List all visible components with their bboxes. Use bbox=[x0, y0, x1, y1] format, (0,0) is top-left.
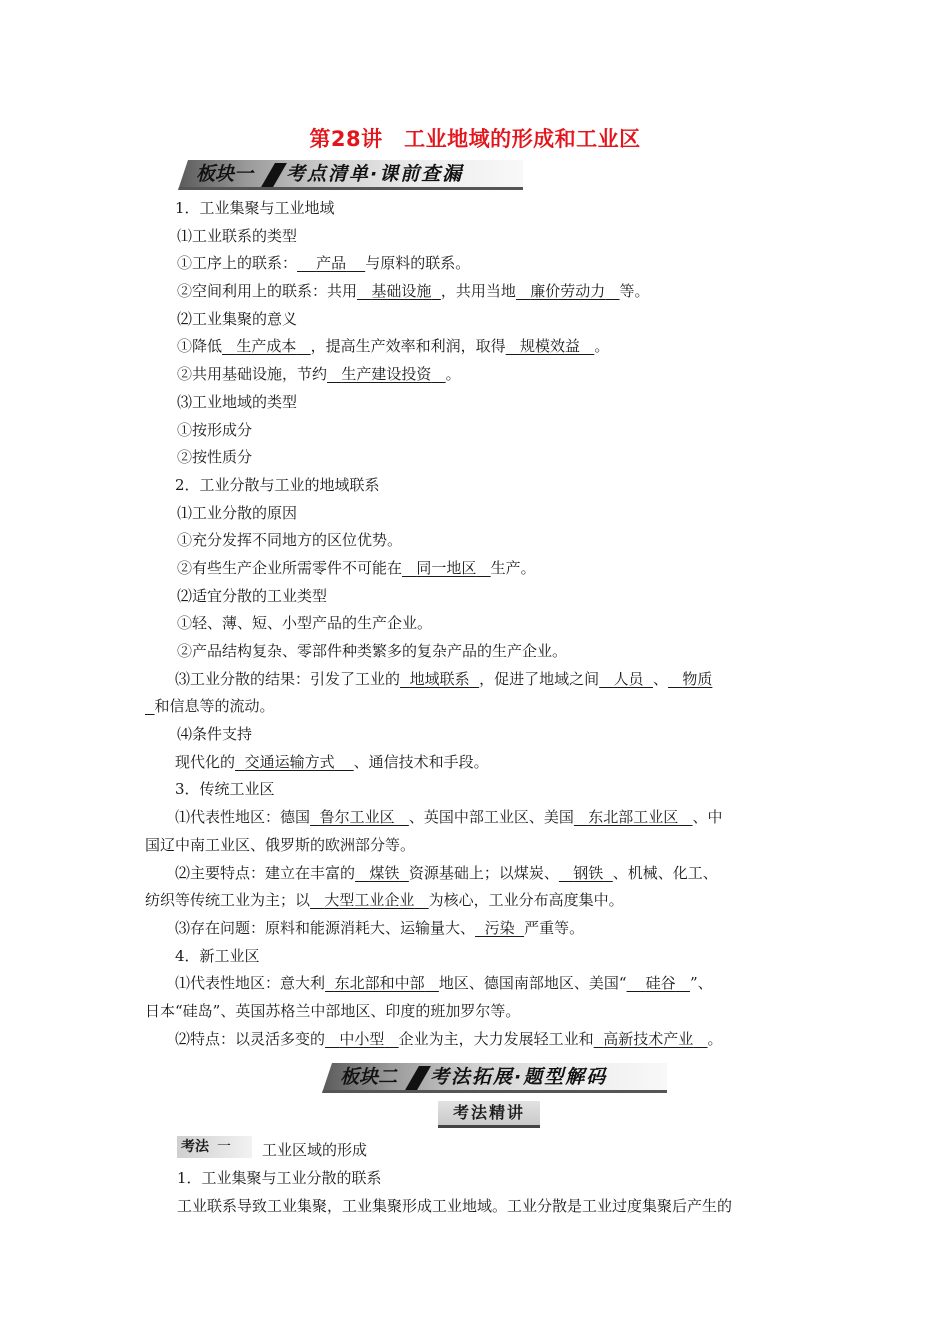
answer-blank: 规模效益 bbox=[519, 337, 580, 356]
text-line: ⑵特点：以灵活多变的 中小型 企业为主，大力发展轻工业和 高新技术产业 。 bbox=[175, 1029, 723, 1048]
text-line: ②共用基础设施，节约 生产建设投资 。 bbox=[177, 365, 461, 384]
text-line: ⑶存在问题：原料和能源消耗大、运输量大、 污染 严重等。 bbox=[175, 918, 585, 937]
lesson-title: 第28讲 工业地域的形成和工业区 bbox=[309, 127, 641, 151]
answer-blank: 交通运输方式 bbox=[244, 752, 335, 771]
answer-blank: 钢铁 bbox=[573, 863, 604, 882]
text-line: ①降低 生产成本 ，提高生产效率和利润，取得 规模效益 。 bbox=[177, 337, 610, 356]
section-banner-1 bbox=[178, 160, 523, 190]
text-line: ⑴工业联系的类型 bbox=[177, 226, 298, 245]
text-line: ⑷条件支持 bbox=[177, 725, 253, 744]
answer-blank: 高新技术产业 bbox=[603, 1029, 694, 1048]
text-line: 国辽中南工业区、俄罗斯的欧洲部分等。 bbox=[145, 835, 416, 854]
kaofa-tag: 考法 一 bbox=[177, 1136, 252, 1158]
text-line: ①充分发挥不同地方的区位优势。 bbox=[177, 531, 403, 550]
banner-text: 考点清单·课前查漏 bbox=[286, 163, 464, 185]
answer-blank: 东北部工业区 bbox=[588, 808, 679, 827]
text-line: 1．工业集聚与工业地域 bbox=[175, 199, 335, 217]
text-line: ⑶工业分散的结果：引发了工业的 地域联系 ，促进了地域之间 人员 、 物质 bbox=[175, 669, 713, 688]
text-line: ①轻、薄、短、小型产品的生产企业。 bbox=[177, 614, 433, 633]
answer-blank: 产品 bbox=[316, 254, 347, 273]
text-line: 1．工业集聚与工业分散的联系 bbox=[177, 1169, 382, 1187]
text-line: ②空间利用上的联系：共用 基础设施 ，共用当地 廉价劳动力 等。 bbox=[177, 282, 650, 301]
section-banner-2 bbox=[322, 1063, 667, 1093]
answer-blank: 物质 bbox=[682, 669, 713, 688]
text-line: ①按形成分 bbox=[177, 420, 253, 439]
answer-blank: 大型工业企业 bbox=[324, 891, 415, 910]
answer-blank: 煤铁 bbox=[369, 863, 400, 882]
answer-blank: 中小型 bbox=[339, 1029, 385, 1048]
subsection-heading: 考法精讲 bbox=[438, 1101, 540, 1128]
answer-blank: 廉价劳动力 bbox=[530, 282, 606, 301]
answer-blank: 生产建设投资 bbox=[341, 365, 432, 384]
text-line: 2．工业分散与工业的地域联系 bbox=[175, 475, 380, 494]
text-line: ②按性质分 bbox=[177, 448, 253, 467]
text-line: 和信息等的流动。 bbox=[154, 697, 275, 716]
text-line: ①工序上的联系： 产品 与原料的联系。 bbox=[177, 254, 471, 273]
answer-blank: 生产成本 bbox=[236, 337, 297, 356]
answer-blank: 鲁尔工业区 bbox=[319, 808, 395, 827]
text-line: ⑴工业分散的原因 bbox=[177, 503, 298, 522]
text-line: ②产品结构复杂、零部件种类繁多的复杂产品的生产企业。 bbox=[177, 642, 568, 660]
banner-label: 板块一 bbox=[196, 163, 254, 185]
answer-blank: 污染 bbox=[484, 918, 515, 937]
section2-body bbox=[145, 1165, 810, 1220]
text-line: 4．新工业区 bbox=[175, 946, 260, 965]
text-line: ②有些生产企业所需零件不可能在 同一地区 生产。 bbox=[177, 558, 536, 577]
section1-body bbox=[145, 195, 810, 1053]
text-line: ⑴代表性地区：意大利 东北部和中部 地区、德国南部地区、美国“ 硅谷 ”、 bbox=[175, 974, 713, 993]
answer-blank: 人员 bbox=[613, 669, 644, 688]
text-line: ⑵主要特点：建立在丰富的 煤铁 资源基础上；以煤炭、 钢铁 、机械、化工、 bbox=[175, 863, 718, 882]
text-line: 纺织等传统工业为主；以 大型工业企业 为核心，工业分布高度集中。 bbox=[145, 891, 624, 910]
text-line: ⑶工业地域的类型 bbox=[177, 392, 298, 411]
banner-text: 考法拓展·题型解码 bbox=[430, 1066, 608, 1088]
text-line: 3．传统工业区 bbox=[175, 780, 275, 799]
kaofa-title: 工业区域的形成 bbox=[262, 1141, 368, 1159]
answer-blank: 基础设施 bbox=[371, 282, 432, 301]
answer-blank: 硅谷 bbox=[645, 974, 676, 993]
text-line: 日本“硅岛”、英国苏格兰中部地区、印度的班加罗尔等。 bbox=[145, 1001, 521, 1020]
answer-blank: 地域联系 bbox=[409, 669, 470, 688]
text-line: ⑵适宜分散的工业类型 bbox=[177, 586, 328, 605]
answer-blank: 同一地区 bbox=[416, 558, 477, 577]
answer-blank: 东北部和中部 bbox=[334, 974, 425, 993]
text-line: ⑴代表性地区：德国 鲁尔工业区 、英国中部工业区、美国 东北部工业区 、中 bbox=[175, 808, 723, 827]
text-line: 工业联系导致工业集聚，工业集聚形成工业地域。工业分散是工业过度集聚后产生的 bbox=[177, 1196, 733, 1215]
text-line: 现代化的 交通运输方式 、通信技术和手段。 bbox=[175, 752, 489, 771]
banner-label: 板块二 bbox=[340, 1066, 398, 1088]
text-line: ⑵工业集聚的意义 bbox=[177, 309, 298, 328]
